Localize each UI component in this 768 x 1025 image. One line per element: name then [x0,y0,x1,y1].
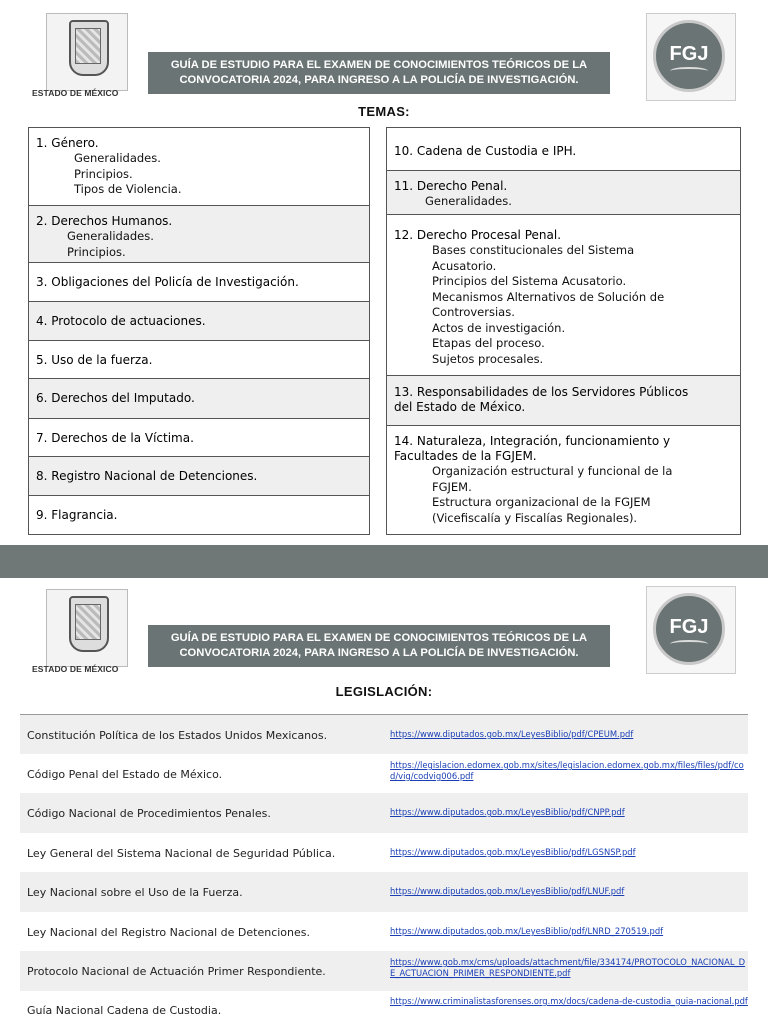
tema-sub: Generalidades. [74,151,161,165]
legislacion-table [20,714,748,1017]
law-name: Ley Nacional sobre el Uso de la Fuerza. [27,886,243,899]
tema-10 [387,128,740,171]
tema-title: 8. Registro Nacional de Detenciones. [36,469,258,483]
tema-5 [29,341,369,379]
law-link[interactable]: https://www.gob.mx/cms/uploads/attachment/file/334174/PROTOCOLO_NACIONAL_DE_ACTUACION_PRIMER_RESPONDIENTE.pdf [390,957,746,978]
banner-line-2: CONVOCATORIA 2024, PARA INGRESO A LA POLICÍA DE INVESTIGACIÓN. [179,647,579,659]
tema-title: del Estado de México. [394,400,526,414]
page-legislacion [0,578,768,1024]
tema-sub: Principios del Sistema Acusatorio. [432,274,627,288]
law-link[interactable]: https://www.diputados.gob.mx/LeyesBiblio/pdf/CNPP.pdf [390,807,625,817]
tema-9 [29,496,369,534]
tema-sub: Estructura organizacional de la FGJEM [432,495,651,509]
state-caption: ESTADO DE MÉXICO [32,664,119,674]
tema-sub: (Vicefiscalía y Fiscalías Regionales). [432,510,638,525]
law-link[interactable]: https://www.diputados.gob.mx/LeyesBiblio/pdf/LGSNSP.pdf [390,847,636,857]
table-row [20,991,748,1025]
law-name: Ley Nacional del Registro Nacional de Detenciones. [27,926,310,939]
tema-title: Facultades de la FGJEM. [394,449,537,463]
tema-title: 9. Flagrancia. [36,508,118,522]
law-link[interactable]: https://legislacion.edomex.gob.mx/sites/legislacion.edomex.gob.mx/files/files/pdf/cod/vig/codvig006.pdf [390,760,744,781]
tema-13 [387,376,740,426]
table-row [20,833,748,872]
tema-sub: Organización estructural y funcional de la [432,464,673,478]
tema-sub: Acusatorio. [432,258,497,273]
estado-de-mexico-shield-logo [46,589,128,667]
tema-sub: Mecanismos Alternativos de Solución de [432,289,665,304]
tema-sub: Principios. [67,244,126,259]
table-row [20,793,748,833]
law-name: Constitución Política de los Estados Unidos Mexicanos. [27,729,328,742]
tema-sub: Bases constitucionales del Sistema [432,243,635,257]
page-separator [0,545,768,578]
tema-title: 4. Protocolo de actuaciones. [36,314,206,328]
temas-right-column [386,127,741,535]
header-banner [148,625,610,667]
law-name: Código Nacional de Procedimientos Penales. [27,807,271,820]
tema-title: 6. Derechos del Imputado. [36,391,195,405]
tema-2 [29,206,369,263]
tema-14 [387,426,740,534]
tema-sub: Actos de investigación. [432,320,566,335]
tema-title: 11. Derecho Penal. [394,179,508,193]
law-link[interactable]: https://www.diputados.gob.mx/LeyesBiblio/pdf/CPEUM.pdf [390,729,634,739]
tema-sub: Principios. [74,166,133,181]
law-name: Código Penal del Estado de México. [27,768,223,781]
tema-sub: Tipos de Violencia. [74,182,182,196]
tema-12 [387,215,740,376]
law-name: Ley General del Sistema Nacional de Seguridad Pública. [27,847,336,860]
tema-sub: FGJEM. [432,479,472,494]
temas-title: TEMAS: [358,104,410,119]
banner-line-1: GUÍA DE ESTUDIO PARA EL EXAMEN DE CONOCIMIENTOS TEÓRICOS DE LA [170,632,588,644]
header-banner [148,52,610,94]
tema-title: 3. Obligaciones del Policía de Investigación. [36,275,299,289]
tema-3 [29,263,369,302]
legislacion-title: LEGISLACIÓN: [335,684,433,699]
fgj-logo-text: FGJ [669,616,709,638]
tema-title: 12. Derecho Procesal Penal. [394,228,562,242]
tema-title: 1. Género. [36,136,99,150]
tema-7 [29,419,369,457]
banner-line-1: GUÍA DE ESTUDIO PARA EL EXAMEN DE CONOCIMIENTOS TEÓRICOS DE LA [170,59,588,71]
law-link[interactable]: https://www.diputados.gob.mx/LeyesBiblio/pdf/LNRD_270519.pdf [390,926,664,936]
tema-sub: Sujetos procesales. [432,351,544,366]
tema-8 [29,457,369,496]
fgj-logo [646,586,736,674]
law-link[interactable]: https://www.diputados.gob.mx/LeyesBiblio/pdf/LNUF.pdf [390,886,625,896]
estado-de-mexico-shield-logo [46,13,128,91]
tema-title: 13. Responsabilidades de los Servidores Públicos [394,385,689,399]
table-row [20,912,748,951]
tema-sub: Controversias. [432,305,515,319]
tema-sub: Etapas del proceso. [432,336,545,350]
tema-sub: Generalidades. [67,229,154,243]
tema-11 [387,171,740,215]
tema-4 [29,302,369,341]
state-caption: ESTADO DE MÉXICO [32,88,119,98]
law-name: Guía Nacional Cadena de Custodia. [27,1004,222,1017]
banner-line-2: CONVOCATORIA 2024, PARA INGRESO A LA POLICÍA DE INVESTIGACIÓN. [179,74,579,86]
tema-1 [29,128,369,206]
law-name: Protocolo Nacional de Actuación Primer Respondiente. [27,965,326,978]
law-link[interactable]: https://www.criminalistasforenses.org.mx/docs/cadena-de-custodia_guia-nacional.pdf [390,996,748,1006]
fgj-logo-text: FGJ [669,43,709,65]
tema-title: 5. Uso de la fuerza. [36,353,153,367]
fgj-logo [646,13,736,101]
temas-left-column [28,127,370,535]
table-row [20,754,748,793]
tema-sub: Generalidades. [425,194,512,208]
tema-6 [29,379,369,419]
table-row [20,872,748,912]
table-row [20,715,748,754]
tema-title: 10. Cadena de Custodia e IPH. [394,144,577,158]
table-row [20,951,748,991]
tema-title: 14. Naturaleza, Integración, funcionamiento y [394,434,671,448]
tema-title: 2. Derechos Humanos. [36,214,173,228]
tema-title: 7. Derechos de la Víctima. [36,431,194,445]
